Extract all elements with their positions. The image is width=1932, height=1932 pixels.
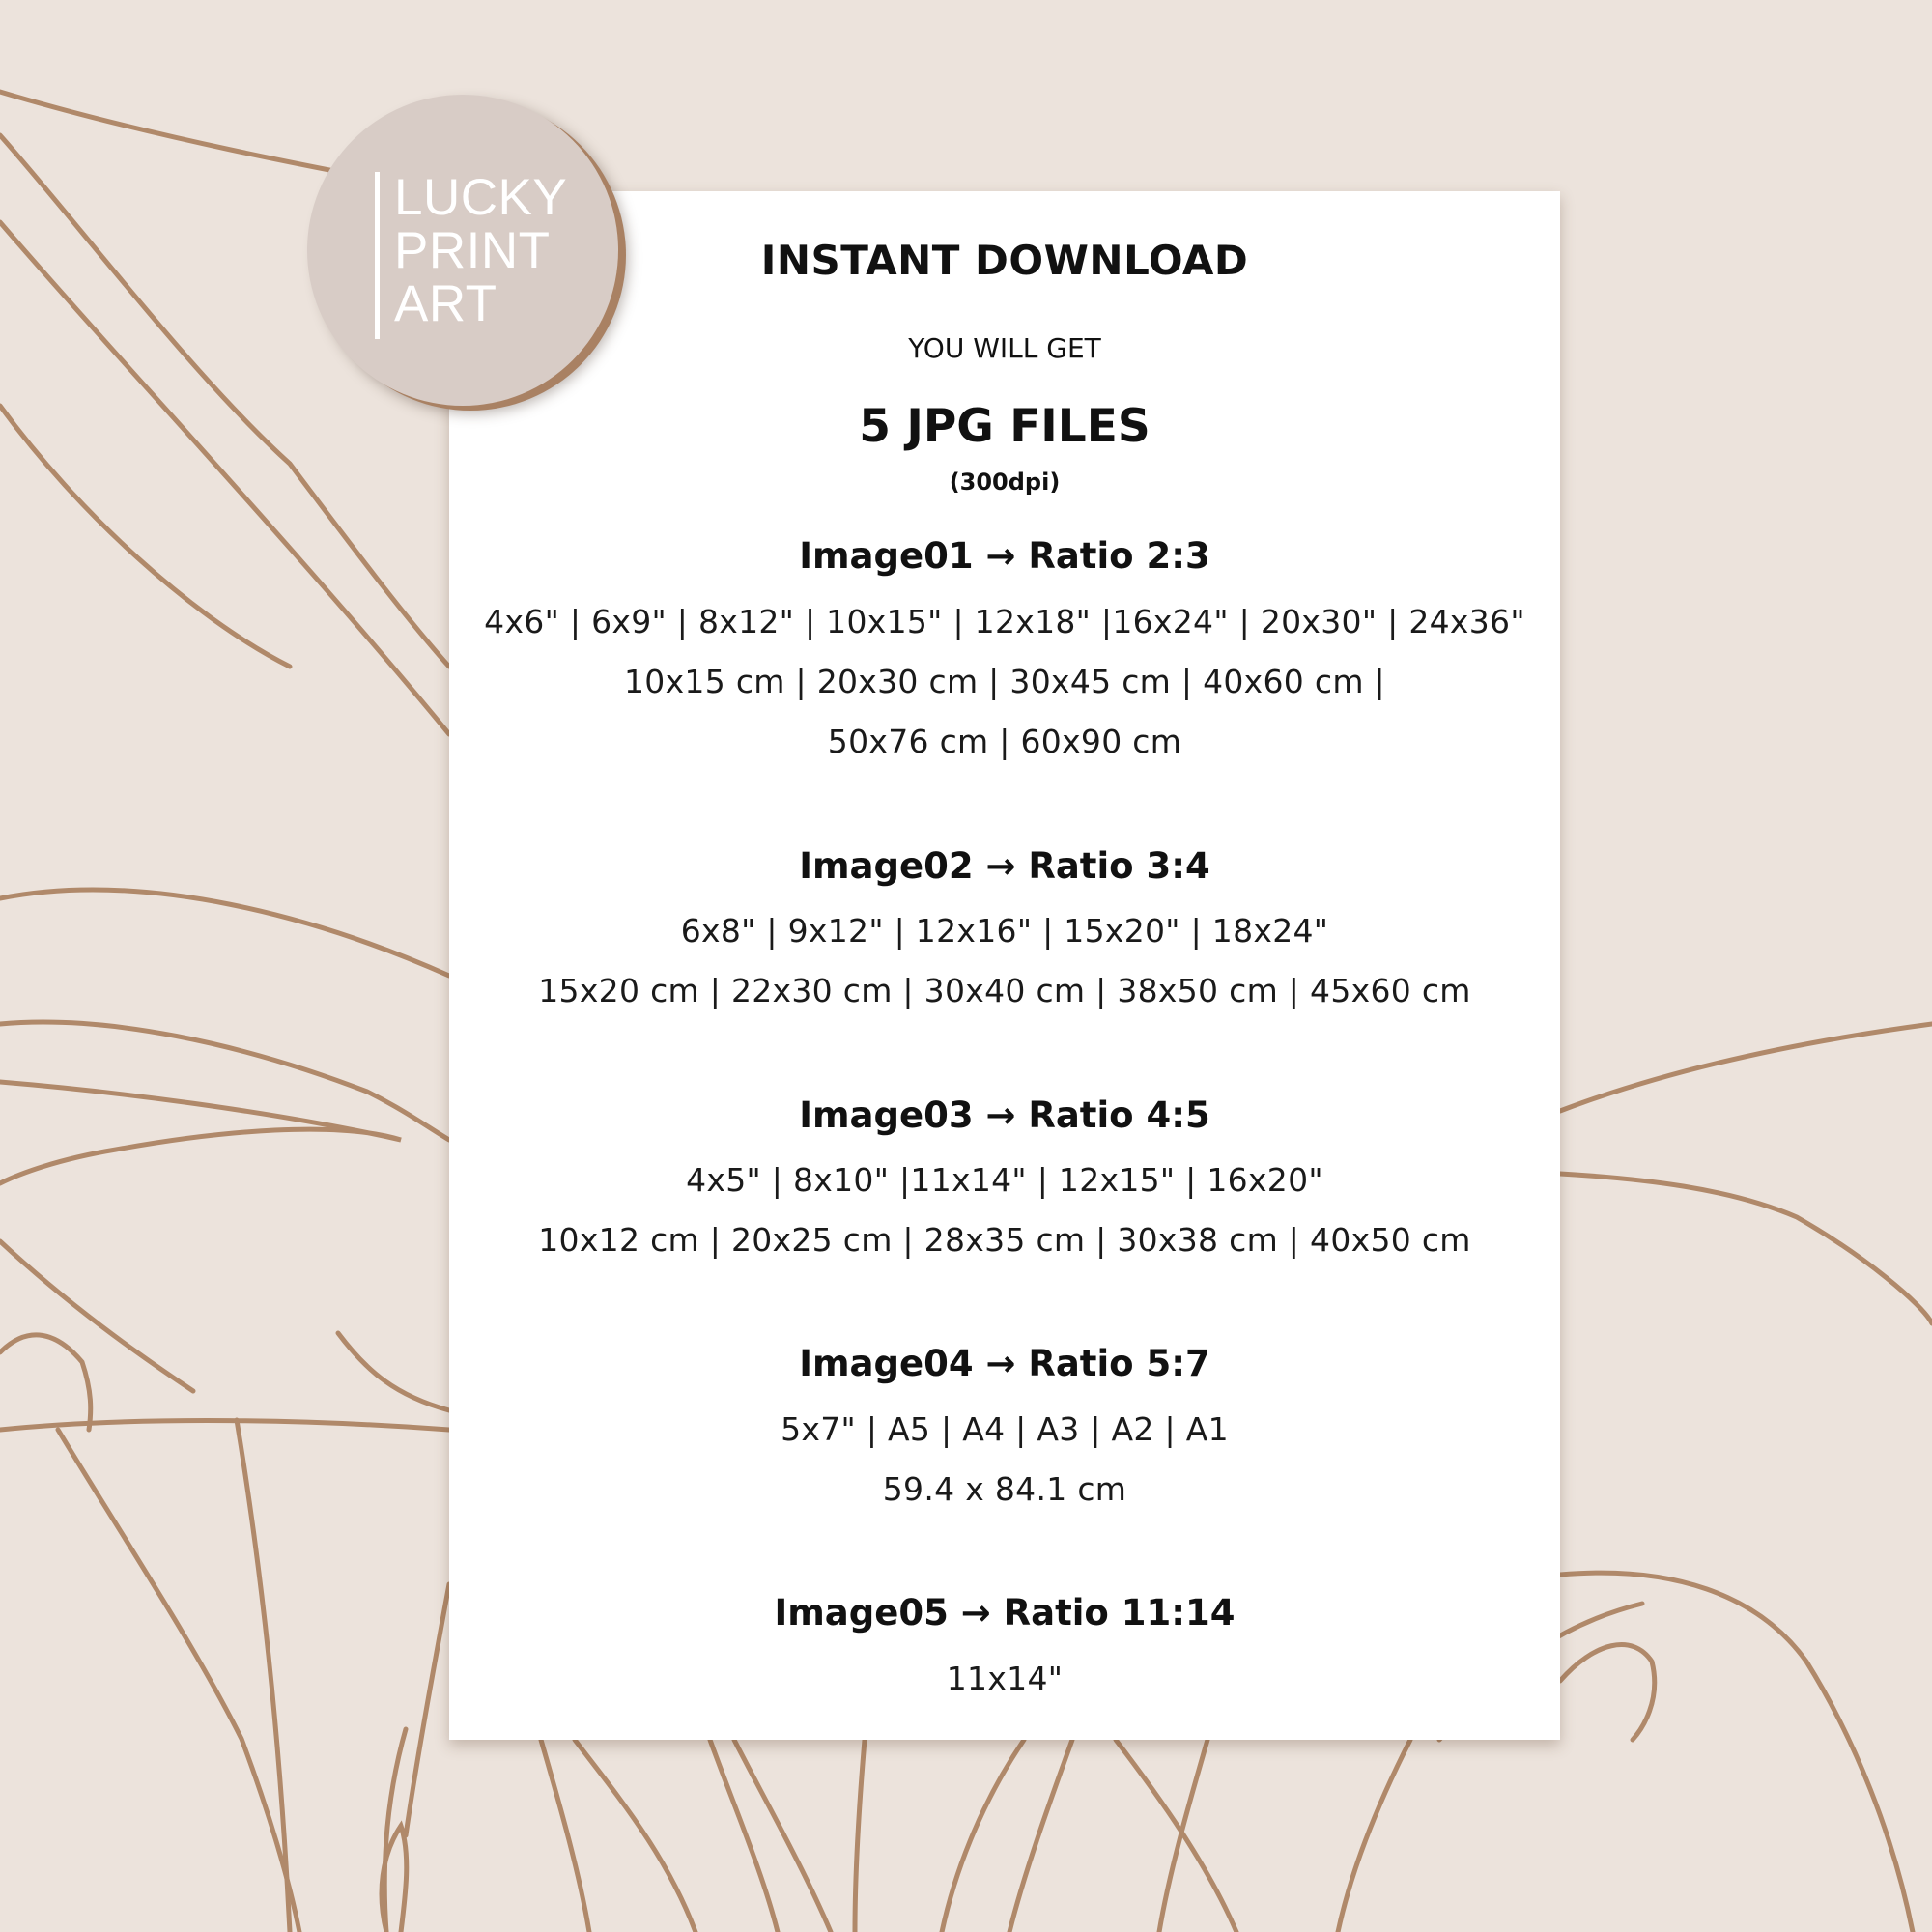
image01-heading: Image01 → Ratio 2:3 (799, 535, 1210, 577)
card-title: INSTANT DOWNLOAD (760, 237, 1249, 284)
image01-sizes-cm: 10x15 cm | 20x30 cm | 30x45 cm | 40x60 cm | (624, 663, 1385, 700)
image02-sizes-cm: 15x20 cm | 22x30 cm | 30x40 cm | 38x50 cm | 45x60 cm (538, 972, 1471, 1009)
image05-heading: Image05 → Ratio 11:14 (774, 1592, 1236, 1634)
image03-sizes-inches: 4x5" | 8x10" |11x14" | 12x15" | 16x20" (686, 1161, 1323, 1199)
logo-text-lucky: LUCKY (394, 169, 568, 226)
image05-sizes-inches: 11x14" (946, 1660, 1064, 1697)
card-subtitle: YOU WILL GET (908, 332, 1101, 364)
resolution-label: (300dpi) (949, 469, 1061, 496)
image02-sizes-inches: 6x8" | 9x12" | 12x16" | 15x20" | 18x24" (680, 912, 1329, 950)
image01-sizes-cm-continued: 50x76 cm | 60x90 cm (827, 723, 1182, 760)
image02-heading: Image02 → Ratio 3:4 (799, 845, 1210, 887)
image01-sizes-inches: 4x6" | 6x9" | 8x12" | 10x15" | 12x18" |16x24" | 20x30" | 24x36" (484, 603, 1525, 640)
logo-divider-bar (375, 172, 380, 339)
file-count: 5 JPG FILES (859, 400, 1151, 453)
image03-heading: Image03 → Ratio 4:5 (799, 1094, 1210, 1136)
instant-download-card (449, 191, 1560, 1740)
image04-sizes-cm: 59.4 x 84.1 cm (882, 1470, 1127, 1508)
image03-sizes-cm: 10x12 cm | 20x25 cm | 28x35 cm | 30x38 cm | 40x50 cm (538, 1221, 1471, 1259)
image04-heading: Image04 → Ratio 5:7 (799, 1343, 1210, 1384)
image04-sizes-inches: 5x7" | A5 | A4 | A3 | A2 | A1 (781, 1410, 1229, 1448)
logo-text-print: PRINT (394, 222, 551, 279)
logo-text-art: ART (394, 275, 497, 332)
brand-logo-badge (307, 95, 618, 406)
